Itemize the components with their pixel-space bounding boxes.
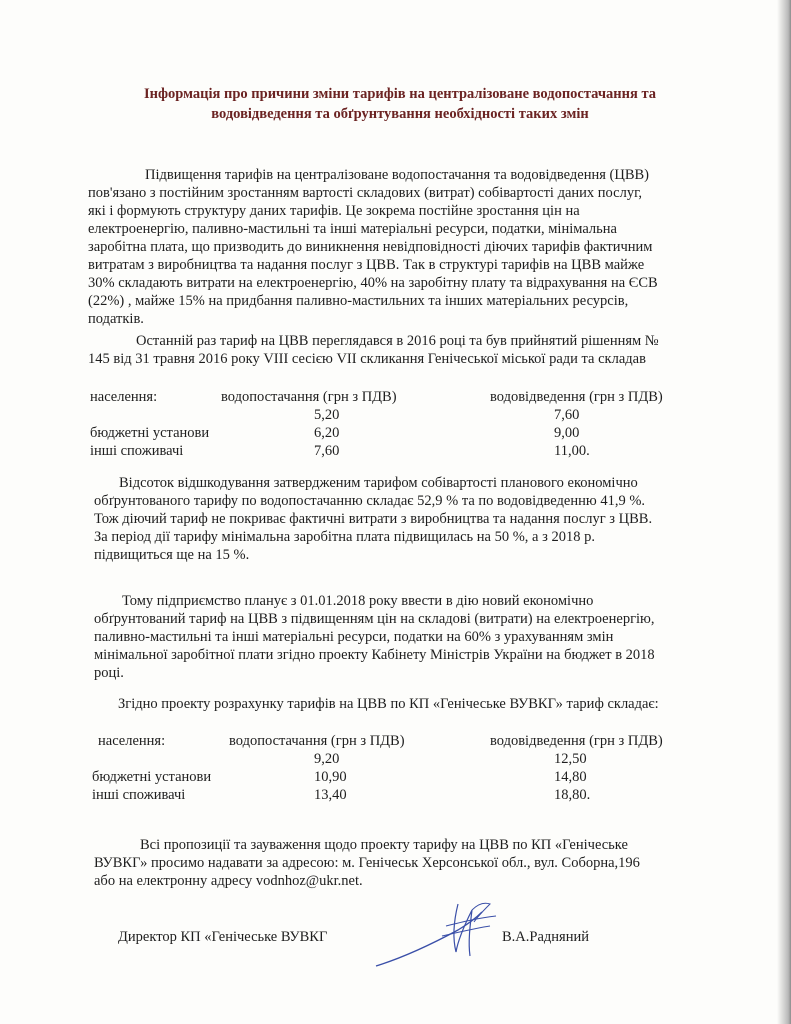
- text-line: Всі пропозиції та зауваження щодо проекту тарифу на ЦВВ по КП «Генічеське: [140, 837, 628, 853]
- row-label: бюджетні установи: [90, 425, 210, 441]
- water-supply-value: 7,60: [314, 443, 340, 459]
- text-line: мінімальної заробітної плати згідно проекту Кабінету Міністрів України на бюджет в 2018: [94, 647, 655, 663]
- table-header-row: [98, 732, 718, 750]
- text-line: Відсоток відшкодування затвердженим тарифом собівартості планового економічно: [119, 475, 638, 491]
- text-line: або на електронну адресу vodnhoz@ukr.net.: [94, 873, 363, 889]
- current-tariff-table: [90, 388, 710, 460]
- paragraph-contact-info: [94, 836, 734, 890]
- table-row: [90, 406, 710, 424]
- signature-line: [118, 928, 718, 948]
- table-row: [90, 442, 710, 460]
- header-wastewater: водовідведення (грн з ПДВ): [490, 389, 663, 405]
- text-line: (22%) , майже 15% на придбання паливно-мастильних та інших матеріальних ресурсів,: [88, 293, 629, 309]
- text-line: витратам з виробництва та надання послуг з ЦВВ. Так в структурі тарифів на ЦВВ майже: [88, 257, 645, 273]
- text-line: обґрунтованого тарифу по водопостачанню складає 52,9 % та по водовідведенню 41,9 %.: [94, 493, 646, 509]
- row-label: інші споживачі: [90, 443, 184, 459]
- text-line: підвищиться ще на 15 %.: [94, 547, 250, 563]
- wastewater-value: 18,80.: [554, 787, 591, 803]
- text-line: паливно-мастильні та інші матеріальні ресурси, податки на 60% з урахуванням змін: [94, 629, 614, 645]
- header-water-supply: водопостачання (грн з ПДВ): [221, 389, 397, 405]
- wastewater-value: 7,60: [554, 407, 580, 423]
- table-row: [92, 768, 718, 786]
- text-line: 30% складають витрати на електроенергію, 40% на заробітну плату та відрахування на ЄСВ: [88, 275, 658, 291]
- water-supply-value: 6,20: [314, 425, 340, 441]
- table-header-row: [90, 388, 710, 406]
- title-line-2: водовідведення та обґрунтування необхідності таких змін: [211, 106, 589, 122]
- text-line: Тому підприємство планує з 01.01.2018 року ввести в дію новий економічно: [122, 593, 594, 609]
- header-label: населення:: [90, 389, 158, 405]
- text-line: Згідно проекту розрахунку тарифів на ЦВВ по КП «Генічеське ВУВКГ» тариф складає:: [118, 696, 659, 712]
- text-line: Тож діючий тариф не покриває фактичні витрати з виробництва та надання послуг з ЦВВ.: [94, 511, 653, 527]
- text-line: Останній раз тариф на ЦВВ переглядався в 2016 році та був прийнятий рішенням №: [136, 333, 659, 349]
- text-line: ВУВКГ» просимо надавати за адресою: м. Генічеськ Херсонської обл., вул. Соборна,196: [94, 855, 640, 871]
- text-line: електроенергію, паливно-мастильні та інші матеріальні ресурси, податки, мінімальна: [88, 221, 617, 237]
- text-line: заробітна плата, що призводить до виникнення невідповідності діючих тарифів фактичним: [88, 239, 653, 255]
- paragraph-proposed-tariff-intro: [118, 695, 758, 713]
- wastewater-value: 14,80: [554, 769, 587, 785]
- wastewater-value: 11,00.: [554, 443, 590, 459]
- text-line: податків.: [88, 311, 144, 327]
- document-title: [90, 84, 710, 124]
- text-line: 145 від 31 травня 2016 року VIII сесією VII скликання Генічеської міської ради та складав: [88, 351, 646, 367]
- signatory-name: В.А.Радняний: [502, 929, 589, 945]
- wastewater-value: 9,00: [554, 425, 580, 441]
- title-line-1: Інформація про причини зміни тарифів на централізоване водопостачання та: [143, 86, 656, 102]
- water-supply-value: 9,20: [314, 751, 340, 767]
- paragraph-new-tariff-plan: [94, 592, 734, 682]
- row-label: бюджетні установи: [92, 769, 212, 785]
- text-line: які і формують структуру даних тарифів. Це зокрема постійне зростання цін на: [88, 203, 580, 219]
- row-label: інші споживачі: [92, 787, 186, 803]
- water-supply-value: 5,20: [314, 407, 340, 423]
- paragraph-tariff-reasons: [88, 166, 728, 328]
- water-supply-value: 10,90: [314, 769, 347, 785]
- text-line: Підвищення тарифів на централізоване водопостачання та водовідведення (ЦВВ): [145, 167, 649, 183]
- text-line: За період дії тарифу мінімальна заробітна плата підвищилась на 50 %, а з 2018 р.: [94, 529, 595, 545]
- wastewater-value: 12,50: [554, 751, 587, 767]
- text-line: обґрунтований тариф на ЦВВ з підвищенням цін на складові (витрати) на електроенергію,: [94, 611, 655, 627]
- paragraph-cost-coverage: [94, 474, 734, 564]
- table-row: [98, 750, 718, 768]
- header-water-supply: водопостачання (грн з ПДВ): [229, 733, 405, 749]
- table-row: [92, 786, 718, 804]
- signatory-position: Директор КП «Генічеське ВУВКГ: [118, 929, 328, 945]
- proposed-tariff-table: [92, 732, 718, 804]
- table-row: [90, 424, 710, 442]
- text-line: пов'язано з постійним зростанням вартості складових (витрат) собівартості даних послуг,: [88, 185, 643, 201]
- text-line: році.: [94, 665, 124, 681]
- water-supply-value: 13,40: [314, 787, 347, 803]
- scan-edge-shadow: [777, 0, 791, 1024]
- header-label: населення:: [98, 733, 166, 749]
- header-wastewater: водовідведення (грн з ПДВ): [490, 733, 663, 749]
- paragraph-last-revision: [88, 332, 728, 368]
